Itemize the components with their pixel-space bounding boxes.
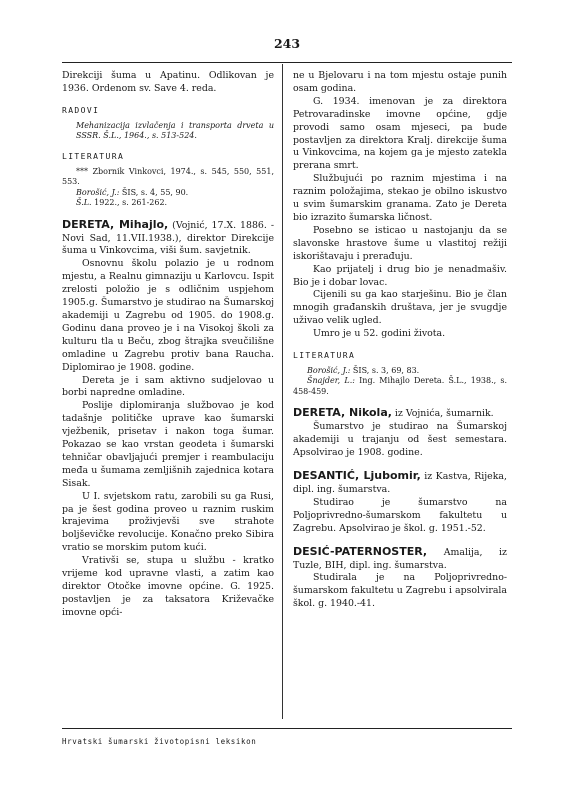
- literatura-item: [62, 198, 274, 209]
- radovi-item: Mehanizacija izvlačenja i transporta drveta u SSSR. Š.L., 1964., s. 513-524.: [76, 120, 274, 141]
- entry-dereta-mihajlo: [62, 219, 274, 620]
- entry-heading: [62, 219, 274, 259]
- entry-desantic-ljubomir: [293, 470, 507, 536]
- literatura-item: [293, 376, 507, 397]
- entry-intro: iz Vojnića, šumarnik.: [391, 408, 494, 420]
- left-column: [62, 70, 274, 620]
- literatura-source: Ing. Mihajlo Dereta. Š.L., 1938., s. 458-459.: [293, 376, 507, 396]
- entry-paragraph: U I. svjetskom ratu, zarobili su ga Rusi, pa je šest godina proveo u raznim ruskim krajevima proživjevši sve strahote boljševičke revolucije. Konačno preko Sibira vratio se morskim putom kući.: [62, 490, 274, 554]
- entry-paragraph: Dereta je i sam aktivno sudjelovao u borbi napredne omladine.: [62, 374, 274, 399]
- entry-paragraph: Osnovnu školu polazio je u rodnom mjestu, a Realnu gimnaziju u Karlovcu. Ispit zrelosti položio je s odličnim uspjehom 1905.g. Šumarstvo je studirao na Šumarskoj akademiji u Zagrebu od 1905. do 1908.g. Godinu dana proveo je i na Visokoj školi za kulturu tla u Beču, zbog štrajka sveučilišne omladine u Zagrebu protiv bana Raucha. Diplomirao je 1908. godine.: [62, 258, 274, 373]
- literatura-source: ŠIS, s. 4, 55, 90.: [119, 187, 189, 197]
- continued-paragraph: Direkciji šuma u Apatinu. Odlikovan je 1936. Ordenom sv. Save 4. reda.: [62, 70, 274, 94]
- literatura-heading: LITERATURA: [62, 151, 125, 161]
- entry-name: DERETA, Nikola,: [293, 406, 392, 420]
- literatura-heading: LITERATURA: [293, 351, 356, 361]
- entry-paragraph: Umro je u 52. godini života.: [313, 328, 446, 340]
- top-rule: [62, 62, 512, 63]
- entry-name: DESIĆ-PATERNOSTER,: [293, 544, 428, 558]
- entry-name: DERETA, Mihajlo,: [62, 217, 169, 231]
- entry-paragraph: Službujući po raznim mjestima i na raznim položajima, stekao je obilno iskustvo u svim šumarskim granama. Zato je Dereta bio izrazito šumarska ličnost.: [293, 173, 507, 223]
- literatura-author: Š.L.: [76, 198, 92, 208]
- literatura-author: Borošić, J.:: [307, 365, 351, 375]
- entry-paragraph: Studirao je šumarstvo na Poljoprivredno-šumarskom fakultetu u Zagrebu. Apsolvirao je škol. g. 1951.-52.: [293, 496, 507, 534]
- page-number: 243: [273, 36, 301, 51]
- entry-dereta-nikola: [293, 407, 507, 460]
- entry-paragraph: Poslije diplomiranja službovao je kod tadašnje političke uprave kao šumarski vježbenik, prisetav i nakon toga šumar. Pokazao se kao vrstan geodeta i šumarski tehničar obavljajući premjer i reambulaciju međa u šumama zemljišnih zajednica kotara Sisak.: [62, 400, 274, 489]
- running-footer: Hrvatski šumarski životopisni leksikon: [62, 737, 257, 746]
- literatura-item: *** Zbornik Vinkovci, 1974., s. 545, 550, 551, 553.: [62, 166, 274, 187]
- entry-heading: [293, 470, 507, 497]
- entry-paragraph: G. 1934. imenovan je za direktora Petrovaradinske imovne općine, gdje provodi samo osam mjeseci, pa bude postavljen za direktora Kralj. direkcije šuma u Vinkovcima, na kojem ga je mjesto zatekla prerana smrt.: [293, 95, 507, 172]
- entry-name: DESANTIĆ, Ljubomir,: [293, 469, 421, 483]
- literatura-item: [62, 188, 274, 199]
- entry-intro: Amalija, iz Tuzle, BIH, dipl. ing. šumarstva.: [293, 546, 507, 571]
- entry-heading: [293, 407, 507, 421]
- right-column: [293, 70, 507, 611]
- entry-heading: [293, 546, 507, 573]
- entry-paragraph: ne u Bjelovaru i na tom mjestu ostaje punih osam godina.: [293, 70, 507, 94]
- literatura-author: Borošić, J.:: [76, 187, 120, 197]
- entry-desic-paternoster-amalija: [293, 546, 507, 612]
- literatura-item: [293, 366, 507, 377]
- literatura-source: 1922., s. 261-262.: [91, 198, 168, 208]
- entry-paragraph: Kao prijatelj i drug bio je nenadmašiv. Bio je i dobar lovac.: [293, 263, 507, 288]
- entry-paragraph: Studirala je na Poljoprivredno-šumarskom fakultetu u Zagrebu i apsolvirala škol. g. 1940.-41.: [293, 572, 507, 610]
- bottom-rule: [62, 728, 512, 729]
- entry-paragraph: Šumarstvo je studirao na Šumarskoj akademiji u trajanju od šest semestara. Apsolvirao je 1908. godine.: [293, 421, 507, 459]
- radovi-heading: RADOVI: [62, 105, 100, 115]
- entry-paragraph: Cijenili su ga kao starješinu. Bio je član mnogih građanskih društava, jer je svugdje uživao velik ugled.: [293, 289, 507, 327]
- literatura-author: Šnajder, L.:: [307, 376, 355, 386]
- column-divider: [282, 64, 283, 719]
- entry-intro: (Vojnić, 17.X. 1886. - Novi Sad, 11.VII.1938.), direktor Direkcije šuma u Vinkovcima, viši šum. savjetnik.: [62, 219, 274, 257]
- literatura-source: ŠIS, s. 3, 69, 83.: [350, 365, 420, 375]
- entry-paragraph: Posebno se isticao u nastojanju da se slavonske hrastove šume u vlastitoj režiji iskorištavaju i prerađuju.: [293, 224, 507, 262]
- entry-intro: iz Kastva, Rijeka, dipl. ing. šumarstva.: [293, 471, 507, 495]
- entry-paragraph: Vrativši se, stupa u službu - kratko vrijeme kod upravne vlasti, a zatim kao direktor Otočke imovne općine. G. 1925. postavljen je za taksatora Križevačke imovne opći-: [62, 555, 274, 618]
